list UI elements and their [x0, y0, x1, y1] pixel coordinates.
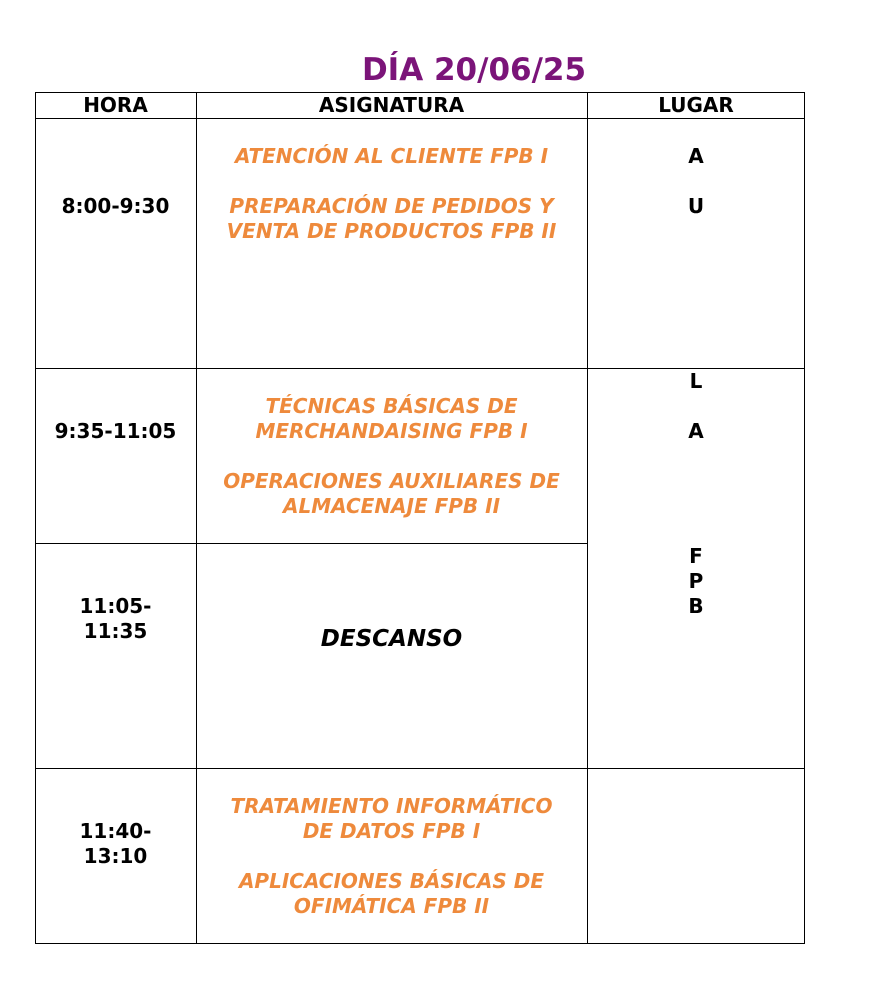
table-border-left [35, 92, 36, 944]
subject-text: ALMACENAJE FPB II [282, 494, 501, 518]
time-slot [35, 594, 196, 644]
time-text: 9:35-11:05 [54, 419, 177, 443]
schedule-table [35, 92, 805, 944]
subject-cell [196, 144, 587, 244]
subject-text: ATENCIÓN AL CLIENTE FPB I [234, 144, 549, 168]
row-divider [35, 768, 805, 769]
time-text: 11:40- [79, 819, 152, 843]
place-letter: A [688, 419, 704, 443]
time-text: 13:10 [83, 844, 148, 868]
page-title: DÍA 20/06/25 [361, 52, 587, 88]
subject-text: OPERACIONES AUXILIARES DE [223, 469, 560, 493]
time-slot [35, 194, 196, 219]
place-letter: P [688, 569, 704, 593]
place-letter: A [688, 144, 704, 168]
subject-cell [196, 394, 587, 519]
break-label: DESCANSO [320, 626, 463, 652]
subject-text: OFIMÁTICA FPB II [293, 894, 490, 918]
row-divider [35, 543, 588, 544]
header-lugar: LUGAR [658, 93, 734, 117]
place-letter: L [689, 369, 703, 393]
time-text: 8:00-9:30 [61, 194, 170, 218]
subject-text: DE DATOS FPB I [302, 819, 481, 843]
header-divider [35, 118, 805, 119]
time-slot [35, 419, 196, 444]
time-text: 11:05- [79, 594, 152, 618]
subject-text: PREPARACIÓN DE PEDIDOS Y [229, 194, 554, 218]
header-hora: HORA [83, 93, 148, 117]
table-border-bottom [35, 943, 805, 944]
subject-text: VENTA DE PRODUCTOS FPB II [226, 219, 557, 243]
subject-text: TÉCNICAS BÁSICAS DE [265, 394, 518, 418]
subject-text: MERCHANDAISING FPB I [255, 419, 528, 443]
place-letter: B [688, 594, 704, 618]
column-divider [587, 92, 588, 944]
header-asignatura: ASIGNATURA [318, 93, 465, 117]
subject-text: TRATAMIENTO INFORMÁTICO [230, 794, 553, 818]
place-letter: U [687, 194, 705, 218]
subject-text: APLICACIONES BÁSICAS DE [238, 869, 545, 893]
table-border-right [804, 92, 805, 944]
time-slot [35, 819, 196, 869]
time-text: 11:35 [83, 619, 148, 643]
subject-cell [196, 794, 587, 919]
place-letter: F [689, 544, 703, 568]
